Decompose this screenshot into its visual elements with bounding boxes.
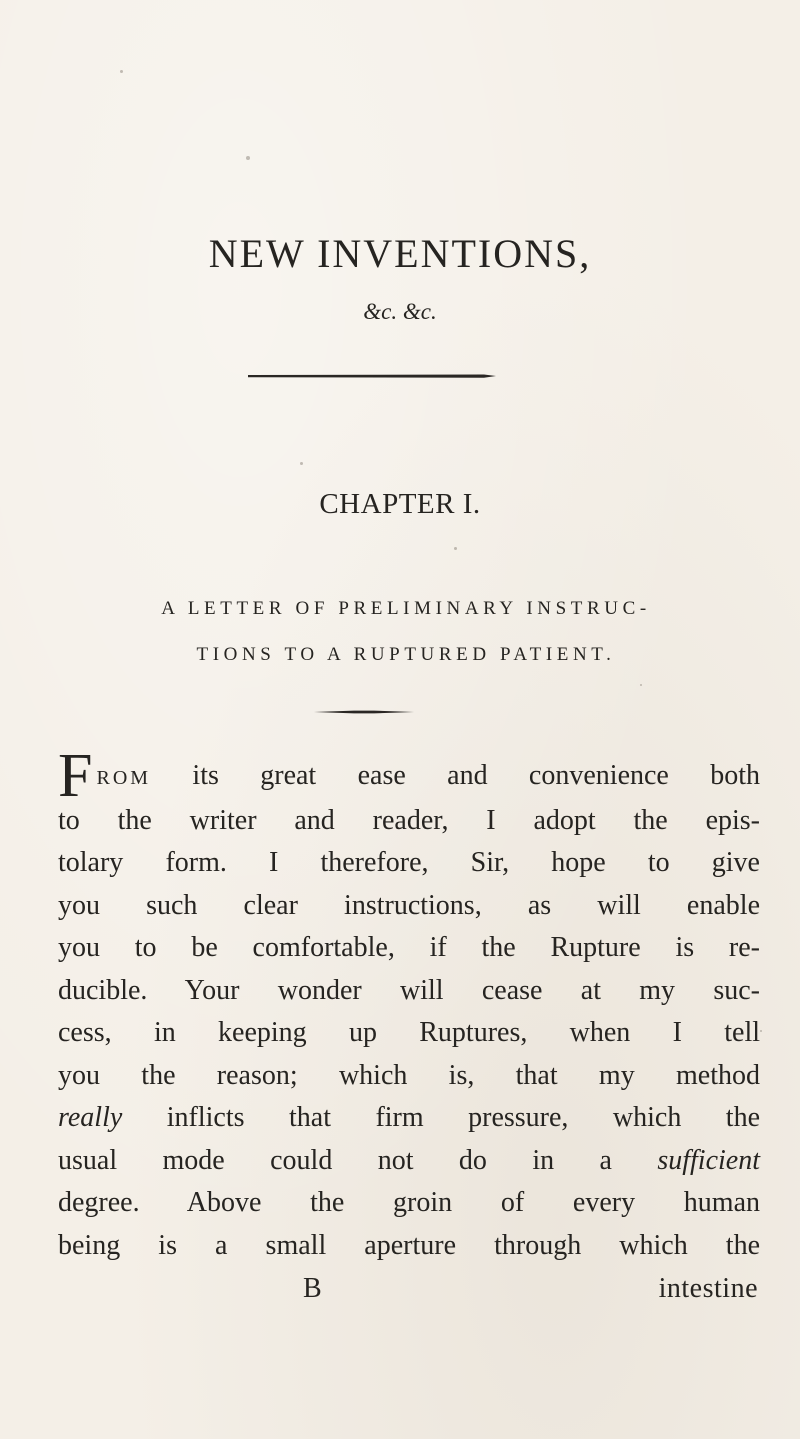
catchword: intestine: [658, 1273, 758, 1304]
paper-speck: [120, 70, 123, 73]
text-line: you such clear instructions, as will enable: [58, 889, 760, 921]
text-line: ducible. Your wonder will cease at my suc-: [58, 974, 760, 1006]
smallcaps-word: ROM: [96, 767, 152, 789]
chapter-subheading: [56, 586, 756, 678]
text-line: [58, 742, 760, 810]
decorative-rule-heavy: [248, 373, 496, 379]
page-title: NEW INVENTIONS,: [208, 231, 592, 276]
text-line: tolary form. I therefore, Sir, hope to give: [58, 847, 760, 878]
paper-speck: [640, 684, 642, 686]
text-line: to the writer and reader, I adopt the epis-: [58, 804, 760, 836]
etcetera-subtitle: &c. &c.: [363, 299, 437, 324]
paper-speck: [760, 1030, 762, 1032]
italic-word: sufficient: [657, 1144, 760, 1176]
paper-speck: [454, 547, 457, 550]
text-line: being is a small aperture through which the: [58, 1229, 760, 1261]
decorative-rule-short: [314, 710, 414, 714]
paper-speck: [300, 462, 303, 465]
text-span: its great ease and convenience both: [151, 760, 760, 791]
page-footer: [0, 1273, 800, 1313]
text-span: inflicts that firm pressure, which the: [122, 1102, 760, 1133]
chapter-heading: CHAPTER I.: [319, 488, 481, 520]
signature-mark: B: [303, 1273, 322, 1304]
paper-speck: [246, 156, 250, 160]
italic-word: really: [58, 1102, 123, 1133]
text-line: [58, 1140, 760, 1183]
chapter-subheading-line: A LETTER OF PRELIMINARY INSTRUC-: [161, 598, 651, 619]
text-line: cess, in keeping up Ruptures, when I tell: [58, 1017, 760, 1048]
text-line: you to be comfortable, if the Rupture is re-: [58, 932, 760, 963]
drop-cap: F: [58, 742, 93, 810]
text-line: [58, 1097, 760, 1140]
text-span: usual mode could not do in a: [58, 1144, 658, 1176]
chapter-subheading-line: TIONS TO A RUPTURED PATIENT.: [196, 644, 616, 665]
text-line: you the reason; which is, that my method: [58, 1059, 760, 1091]
body-paragraph: [58, 742, 760, 1267]
text-line: degree. Above the groin of every human: [58, 1187, 760, 1218]
